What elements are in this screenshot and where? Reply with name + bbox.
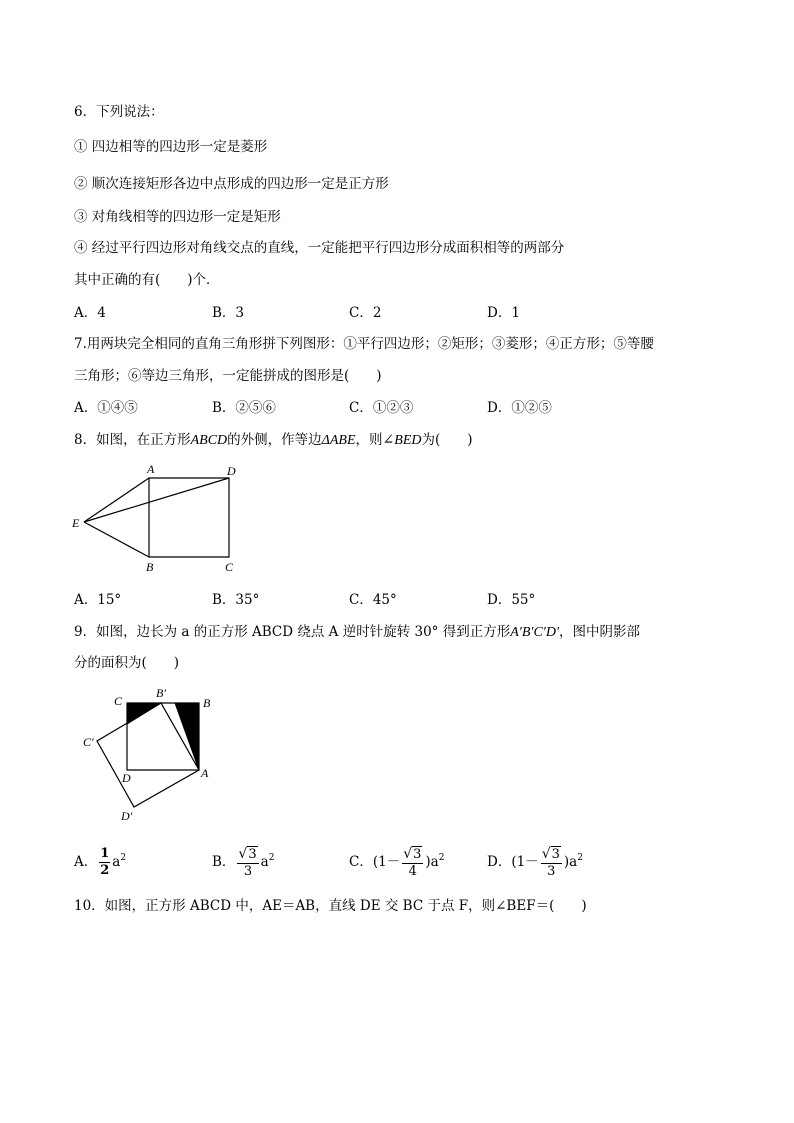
q9-stem-post: ，图中阴影部 <box>559 624 641 640</box>
q9-option-b-radicand: 3 <box>248 846 257 862</box>
q6-option-c: C．2 <box>349 305 382 321</box>
q8-stem-pre: 8．如图，在正方形 <box>74 432 191 448</box>
q8-label-c: C <box>225 560 234 574</box>
q8-option-a: A．15° <box>74 592 122 608</box>
q9-option-c-pre: (1－ <box>372 854 401 870</box>
q9-option-b-letter: B． <box>212 854 236 870</box>
q8-stem-mid2: ，则 <box>355 432 383 448</box>
q6-statement-1: ① 四边相等的四边形一定是菱形 <box>74 139 268 155</box>
q6-option-a: A．4 <box>74 305 106 321</box>
q9-option-a-letter: A． <box>74 854 98 870</box>
q9-label-d-prime: D′ <box>121 809 133 823</box>
q8-square-name: ABCD <box>190 433 228 448</box>
q9-stem-line-2: 分的面积为( ) <box>74 655 180 671</box>
q6-statement-3: ③ 对角线相等的四边形一定是矩形 <box>74 209 281 225</box>
q9-stem-pre: 9．如图，边长为 a 的正方形 ABCD 绕点 A 逆时针旋转 30° 得到正方形 <box>74 624 511 640</box>
q8-angle-name: ∠BED <box>382 433 422 448</box>
q8-stem <box>74 430 473 451</box>
q8-figure <box>66 460 246 580</box>
q9-option-b-var: a <box>260 854 269 870</box>
q9-option-c-post: )a <box>425 854 439 870</box>
q9-label-d: D <box>122 771 131 785</box>
q9-option-d-den: 3 <box>547 863 556 879</box>
q9-option-c-exp: 2 <box>438 853 445 863</box>
q8-label-e: E <box>72 516 80 530</box>
q8-stem-mid: 的外侧，作等边 <box>227 432 322 448</box>
q6-statement-2: ② 顺次连接矩形各边中点形成的四边形一定是正方形 <box>74 176 389 192</box>
q10-stem: 10．如图，正方形 ABCD 中，AE＝AB，直线 DE 交 BC 于点 F，则∠BEF＝( ) <box>74 898 587 914</box>
q8-edge-ea <box>84 478 149 522</box>
q9-label-b: B <box>203 696 211 710</box>
q8-label-a: A <box>147 462 155 476</box>
q9-label-b-prime: B′ <box>156 686 166 700</box>
q9-option-d-pre: (1－ <box>511 854 539 870</box>
q7-option-c: C．①②③ <box>349 400 414 416</box>
q9-rotated-square: A′B′C′D′ <box>510 625 560 640</box>
q9-option-a-num: 1 <box>100 846 110 861</box>
q9-option-d-letter: D． <box>487 854 512 870</box>
q9-label-c: C <box>114 694 123 708</box>
q8-label-d: D <box>227 464 236 478</box>
q9-option-c-letter: C． <box>349 854 373 870</box>
q8-triangle-name: ΔABE <box>321 433 356 448</box>
q6-option-b: B．3 <box>212 305 245 321</box>
q9-option-c-den: 4 <box>408 863 417 879</box>
q9-option-c: C．(1－ $\frac{√3}{4}$ )$a^2$ <box>349 845 445 879</box>
q6-ask: 其中正确的有( )个． <box>74 272 220 288</box>
q9-option-b-exp: 2 <box>268 853 275 863</box>
q8-label-b: B <box>146 560 154 574</box>
q9-option-a-var: a <box>112 854 121 870</box>
q9-option-c-radicand: 3 <box>413 846 422 862</box>
q9-label-c-prime: C′ <box>83 735 94 749</box>
q6-statement-4: ④ 经过平行四边形对角线交点的直线，一定能把平行四边形分成面积相等的两部分 <box>74 240 565 256</box>
q7-line-2: 三角形；⑥等边三角形，一定能拼成的图形是( ) <box>74 368 382 384</box>
q9-option-d-exp: 2 <box>577 853 583 863</box>
q9-option-a <box>74 840 126 876</box>
q9-option-d-post: )a <box>563 854 578 870</box>
q7-line-1: 7.用两块完全相同的直角三角形拼下列图形：①平行四边形；②矩形；③菱形；④正方形；⑤等腰 <box>74 336 654 352</box>
q7-option-b: B．②⑤⑥ <box>212 400 276 416</box>
q7-option-d: D．①②⑤ <box>487 400 552 416</box>
q9-option-a-exp: 2 <box>120 853 127 863</box>
q8-option-d: D．55° <box>487 592 536 608</box>
q9-label-a: A <box>201 766 209 780</box>
q9-option-b: B． $\frac{√3}{3}$ $a^2$ <box>212 845 275 879</box>
q9-option-d-radicand: 3 <box>551 846 560 862</box>
q8-option-b: B．35° <box>212 592 260 608</box>
q9-figure <box>78 683 228 828</box>
q8-stem-post: 为( ) <box>421 432 473 448</box>
q9-option-b-den: 3 <box>243 863 253 879</box>
q9-shaded-right <box>175 703 199 770</box>
q8-edge-eb <box>84 522 149 557</box>
q8-option-c: C．45° <box>349 592 397 608</box>
q8-edge-ed <box>84 478 229 522</box>
q6-option-d: D．1 <box>487 305 520 321</box>
q9-option-a-den: 2 <box>100 863 110 878</box>
q6-stem: 6．下列说法： <box>74 104 164 120</box>
q9-stem-line-1 <box>74 622 640 643</box>
q7-option-a: A．①④⑤ <box>74 400 138 416</box>
q9-option-d: D．(1－ $\frac{√3}{3}$ )$a^2$ <box>487 845 583 879</box>
